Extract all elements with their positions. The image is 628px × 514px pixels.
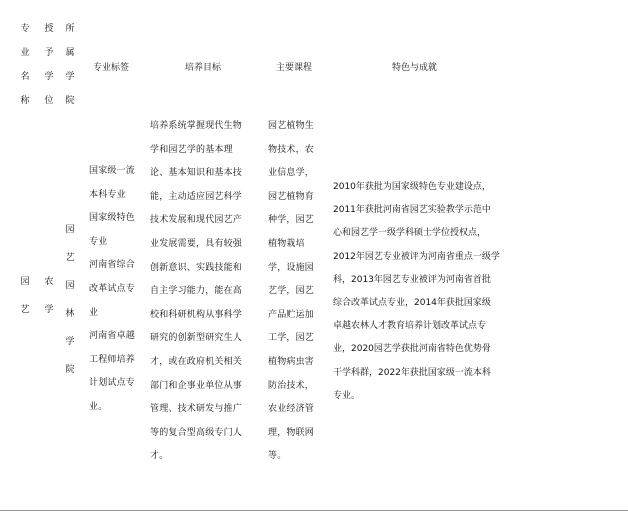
cell-features: 2010年获批为国家级特色专业建设点， 2011年获批河南省园艺实验教学示范中 心和园艺学一级学科硕士学位授权点， 2012年园艺专业被评为河南省重点一级学 科，2013年园艺专业被评为河南省首批 综合改革试点专业，2014年获批国家级 卓越农林人才教育培养计划改革试点专 业，2020园艺学获批河南省特色优势骨 干学科群，2022年获批国家级一流本科 专业。 [333, 182, 500, 401]
header-degree: 授 予 学 位 [44, 24, 54, 106]
header-features: 特色与成就 [392, 63, 438, 73]
header-training-goal: 培养目标 [185, 63, 222, 73]
cell-college: 园 艺 园 林 学 院 [65, 225, 75, 375]
cell-degree: 农 学 [44, 277, 54, 315]
header-main-courses: 主要课程 [276, 63, 313, 73]
cell-major-label: 国家级一流 本科专业 国家级特色 专业 河南省综合 改革试点专 业 河南省卓越 工程师培养 计划试点专 业。 [89, 166, 136, 412]
cell-major-name: 园 艺 [20, 277, 30, 315]
cell-main-courses: 园艺植物生 物技术，农 业信息学， 园艺植物育 种学，园艺 植物栽培 学，设施园 艺学，园艺 产品贮运加 工学，园艺 植物病虫害 防治技术， 农业经济管 理，物联网 等。 [268, 121, 315, 462]
cell-training-goal: 培养系统掌握现代生物 学和园艺学的基本理 论、基本知识和基本技 能，主动适应园艺科学 技术发展和现代园艺产 业发展需要，具有较强 创新意识、实践技能和 自主学习能力，能在高 校和科研机构从事科学 研究的创新型研究生人 才，或在政府机关相关 部门和企事业单位从事 管理、技术研发与推广 等的复合型高级专门人 才。 [150, 121, 243, 462]
header-major-label: 专业标签 [93, 63, 130, 73]
page-bottom-border [0, 510, 628, 511]
header-major-name: 专 业 名 称 [20, 24, 30, 106]
header-college: 所 属 学 院 [65, 24, 75, 106]
